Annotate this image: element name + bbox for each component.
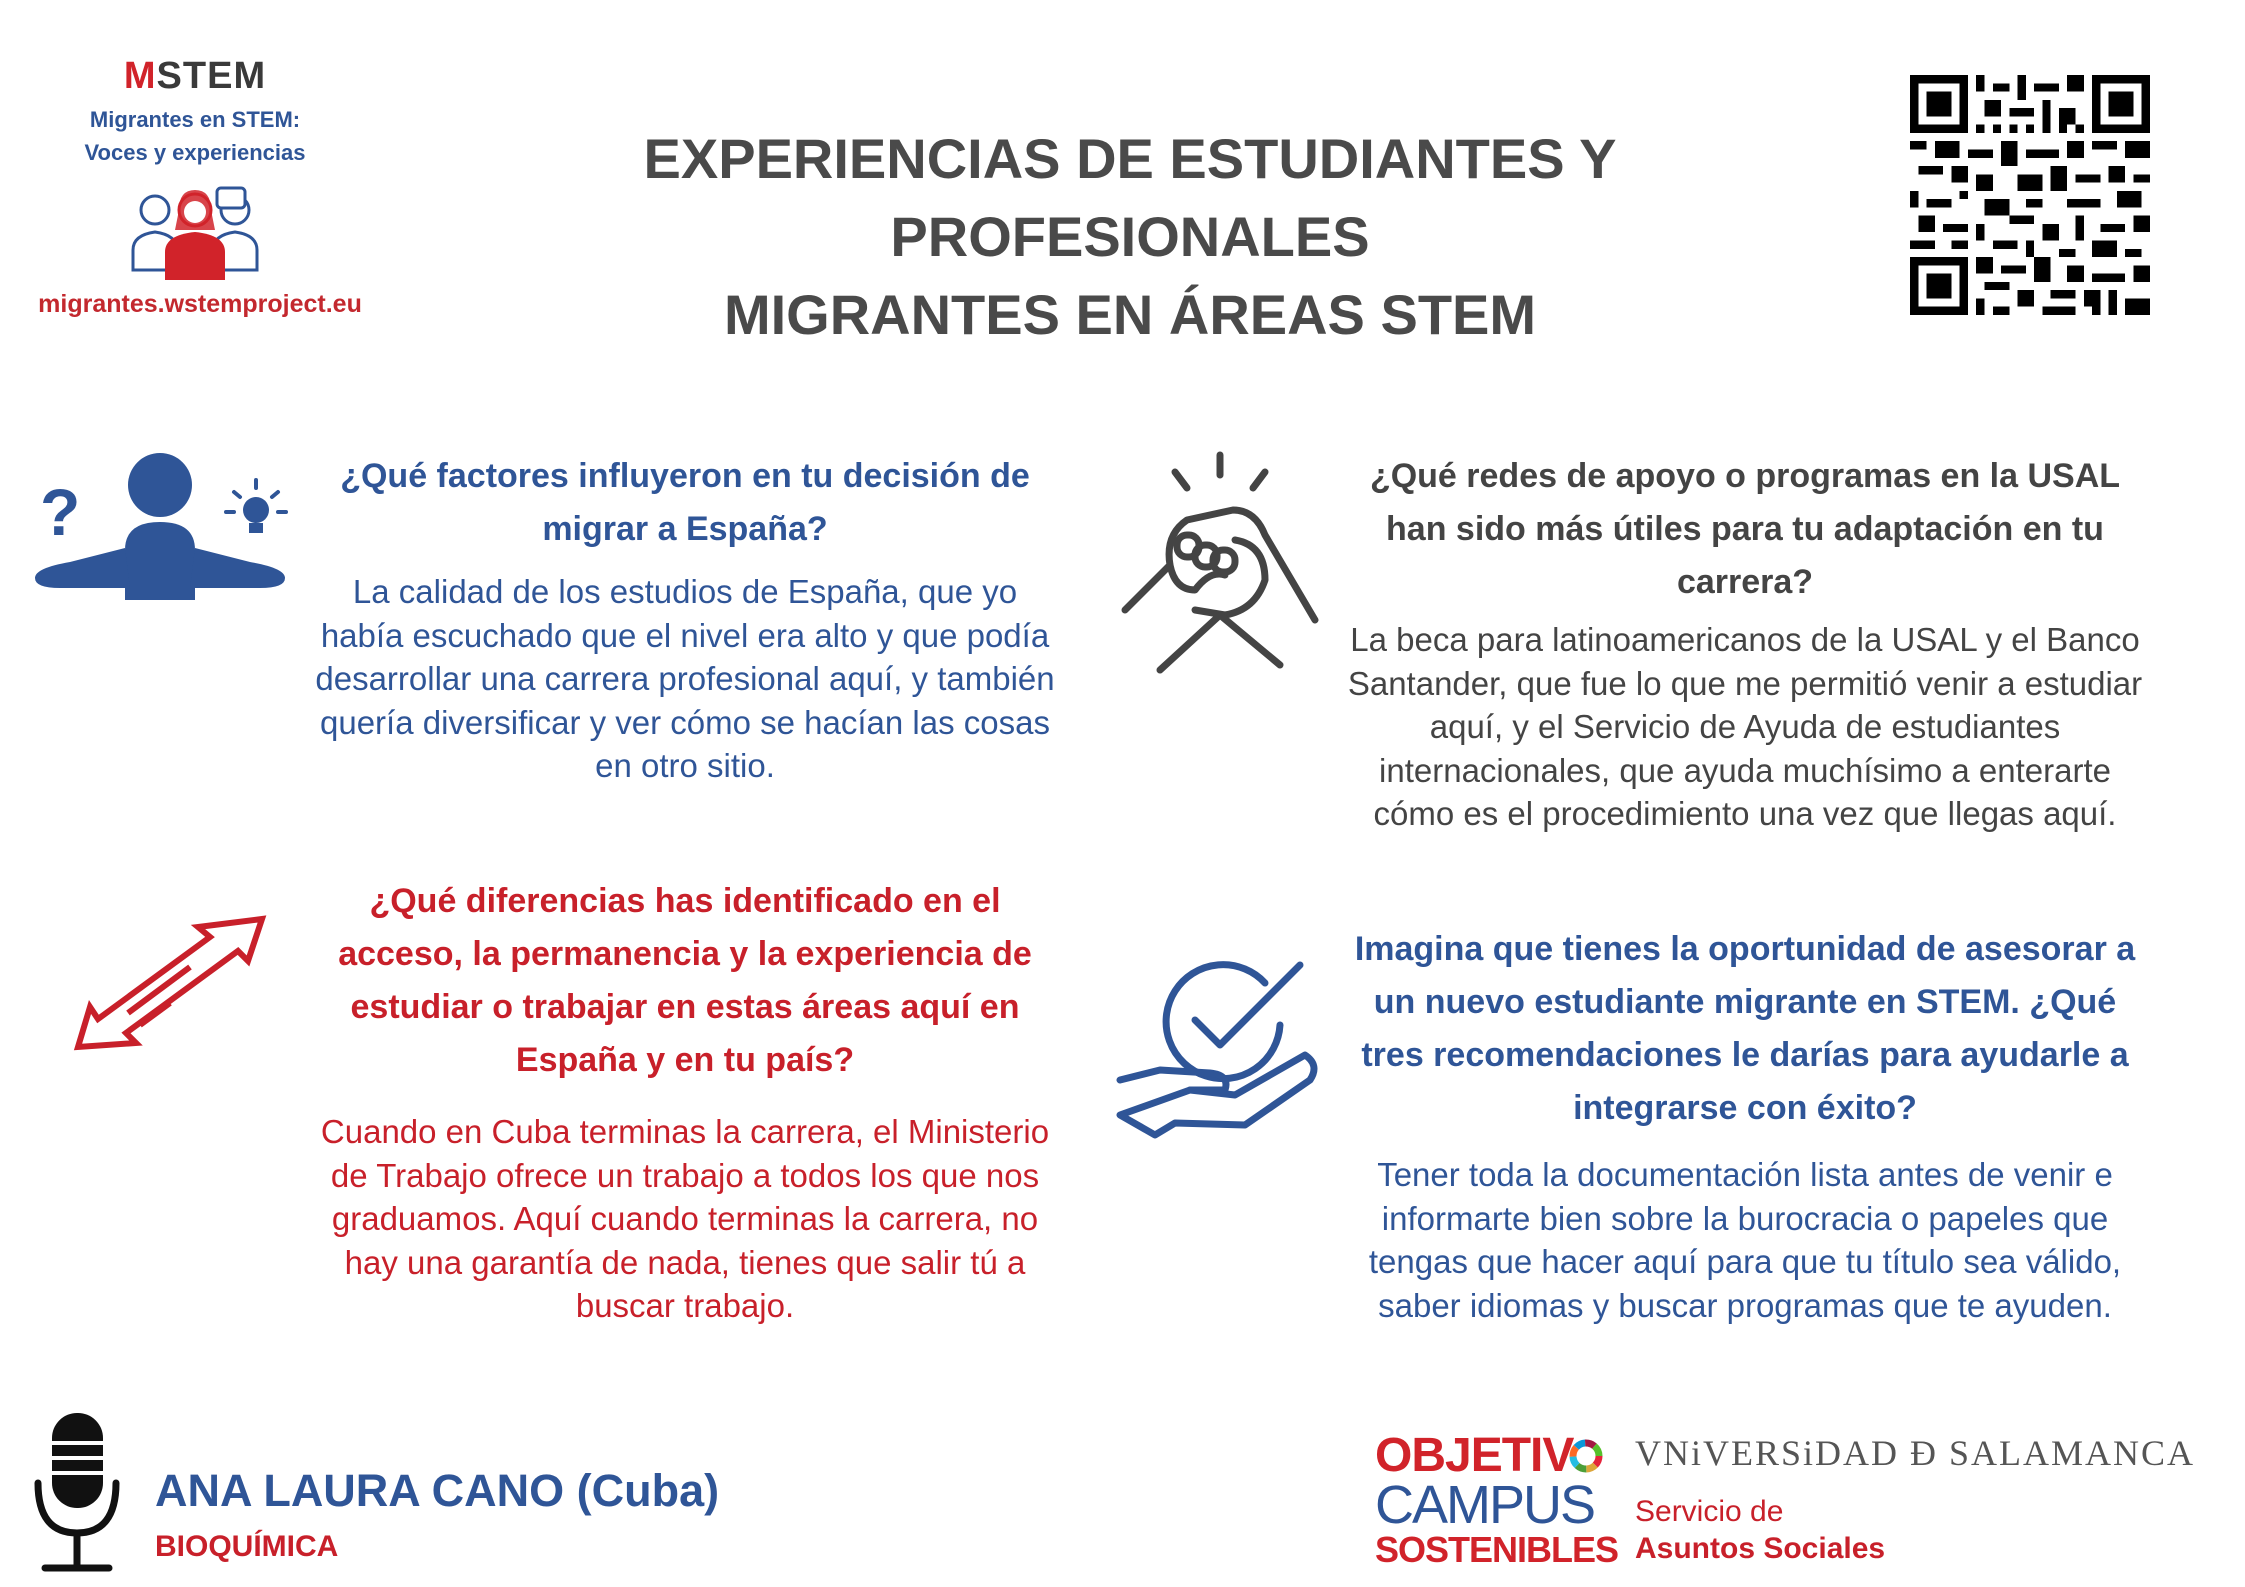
speaker-name: ANA LAURA CANO (Cuba) bbox=[155, 1465, 720, 1516]
answer-differences: Cuando en Cuba terminas la carrera, el Ministerio de Trabajo ofrece un trabajo a todos los que nos graduamos. Aquí cuando terminas la carrera, no hay una garantía de nada, tienes que salir tú a buscar trabajo. bbox=[320, 1113, 1050, 1324]
qr-code-icon[interactable] bbox=[1910, 75, 2150, 315]
brand-title-rest: STEM bbox=[156, 55, 267, 97]
question-recommendations: Imagina que tienes la oportunidad de asesorar a un nuevo estudiante migrante en STEM. ¿Qué tres recomendaciones le darías para ayudarle a integrarse con éxito? bbox=[1354, 930, 2136, 1127]
answer-migration-factors: La calidad de los estudios de España, que yo había escuchado que el nivel era alto y que podía desarrollar una carrera profesional aquí, y también quería diversificar y ver cómo se hacían las cosas en otro sitio. bbox=[315, 573, 1055, 784]
svg-text:?: ? bbox=[40, 475, 81, 549]
question-support-networks: ¿Qué redes de apoyo o programas en la USAL han sido más útiles para tu adaptación en tu carrera? bbox=[1369, 457, 2121, 601]
brand-title-m: M bbox=[123, 55, 157, 97]
brand-subtitle-line1: Migrantes en STEM: bbox=[89, 107, 301, 132]
service-line2: Asuntos Sociales bbox=[1635, 1532, 1886, 1565]
brand-subtitle bbox=[60, 103, 330, 169]
answer-support-networks: La beca para latinoamericanos de la USAL y el Banco Santander, que fue lo que me permitió venir a estudiar aquí, y el Servicio de Ayuda de estudiantes internacionales, que ayuda muchísimo a enterarte cómo es el procedimiento una vez que llegas aquí. bbox=[1347, 621, 2143, 832]
speaker-role: BIOQUÍMICA bbox=[155, 1530, 339, 1563]
migrants-group-logo-icon bbox=[125, 180, 265, 280]
brand-title bbox=[60, 55, 330, 98]
answer-recommendations: Tener toda la documentación lista antes de venir e informarte bien sobre la burocracia o papeles que tengas que hacer aquí para que tu título sea válido, saber idiomas y buscar programas que te ayuden. bbox=[1368, 1156, 2122, 1324]
service-line1: Servicio de bbox=[1635, 1495, 1784, 1528]
objetivo-campus-line2: CAMPUS bbox=[1375, 1475, 1595, 1535]
project-url[interactable]: migrantes.wstemproject.eu bbox=[38, 290, 362, 318]
page-title-line2: MIGRANTES EN ÁREAS STEM bbox=[723, 283, 1537, 346]
objetivo-campus-line1: OBJETIV bbox=[1375, 1429, 1574, 1482]
question-differences: ¿Qué diferencias has identificado en el acceso, la permanencia y la experiencia de estudiar o trabajar en estas áreas aquí en España y en tu país? bbox=[338, 882, 1032, 1079]
page-title-line1: EXPERIENCIAS DE ESTUDIANTES Y PROFESIONALES bbox=[643, 127, 1617, 268]
university-name: VNiVERSiDAD Ð SALAMANCA bbox=[1635, 1433, 2196, 1473]
microphone-icon bbox=[30, 1408, 125, 1573]
page-title bbox=[410, 120, 1850, 354]
handshake-icon bbox=[1115, 450, 1325, 680]
objetivo-campus-line3: SOSTENIBLES bbox=[1375, 1529, 1619, 1570]
question-migration-factors: ¿Qué factores influyeron en tu decisión de migrar a España? bbox=[340, 457, 1030, 548]
brand-subtitle-line2: Voces y experiencias bbox=[84, 140, 306, 165]
sdg-wheel-icon bbox=[1568, 1438, 1604, 1474]
hand-checkmark-icon bbox=[1115, 955, 1325, 1145]
double-arrow-icon bbox=[70, 915, 270, 1055]
person-question-idea-icon bbox=[30, 450, 290, 600]
